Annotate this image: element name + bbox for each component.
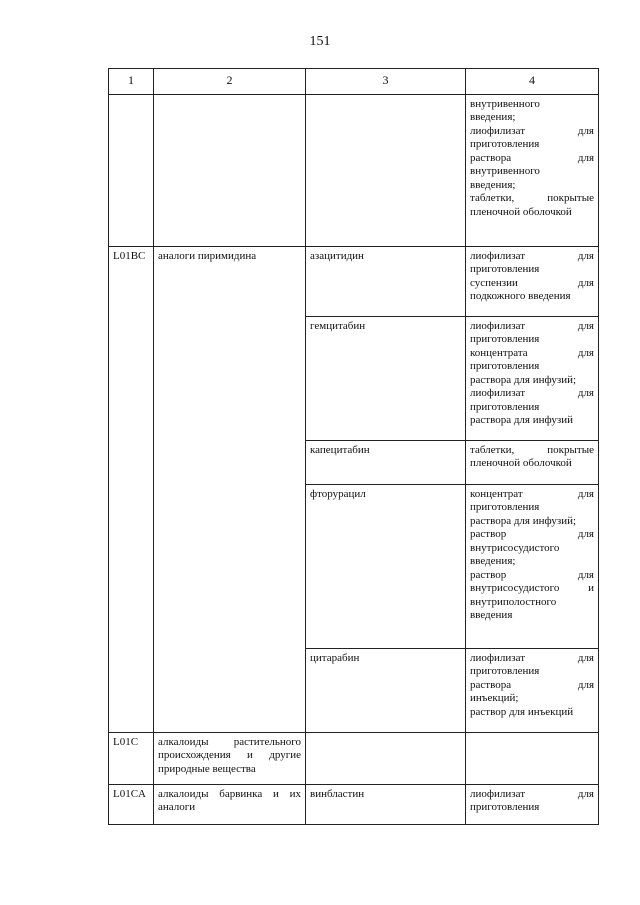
dosage-form-line: введения; — [470, 555, 516, 567]
dosage-form-line: раствора для инфузий; — [470, 514, 577, 527]
drug-name-cell — [306, 732, 466, 784]
dosage-form-line: пленочной оболочкой — [470, 457, 572, 469]
drug-name-cell: гемцитабин — [306, 316, 466, 440]
header-row — [109, 69, 599, 95]
drug-name-cell: фторурацил — [306, 484, 466, 648]
dosage-forms-cell — [466, 94, 599, 246]
dosage-form-line: внутрисосудистого и — [470, 582, 594, 594]
dosage-form-line: таблетки, покрытые — [470, 192, 594, 204]
dosage-form-line: подкожного введения — [470, 290, 571, 302]
group-name-cell: алкалоиды растительного происхождения и другие природные вещества — [154, 732, 306, 784]
table-row — [109, 246, 599, 316]
dosage-forms-cell — [466, 440, 599, 484]
atc-code-cell — [109, 94, 154, 246]
dosage-form-line: введения — [470, 609, 513, 621]
dosage-form-line: введения; — [470, 178, 516, 191]
dosage-form-line: внутриполостного — [470, 595, 557, 608]
drug-name-cell: азацитидин — [306, 246, 466, 316]
dosage-forms-cell — [466, 784, 599, 824]
dosage-forms-cell — [466, 316, 599, 440]
dosage-form-line: таблетки, покрытые — [470, 443, 594, 456]
dosage-form-line: внутривенного — [470, 97, 540, 110]
table-row — [109, 732, 599, 784]
dosage-form-line: приготовления — [470, 138, 540, 150]
header-cell: 2 — [154, 69, 306, 95]
dosage-form-line: раствора для — [470, 151, 594, 164]
dosage-form-line: раствор для — [470, 568, 594, 581]
dosage-form-line: приготовления — [470, 665, 540, 677]
header-cell: 4 — [466, 69, 599, 95]
dosage-forms-cell — [466, 732, 599, 784]
table-body — [109, 94, 599, 824]
dosage-form-line: лиофилизат для — [470, 787, 594, 800]
dosage-form-line: лиофилизат для — [470, 124, 594, 137]
dosage-form-line: лиофилизат для — [470, 387, 594, 399]
dosage-form-line: приготовления — [470, 501, 540, 513]
dosage-form-line: концентрат для — [470, 487, 594, 500]
dosage-form-line: лиофилизат для — [470, 651, 594, 664]
dosage-form-line: лиофилизат для — [470, 319, 594, 332]
dosage-form-line: раствор для — [470, 528, 594, 540]
dosage-form-line: раствора для — [470, 678, 594, 691]
atc-code-cell: L01C — [109, 732, 154, 784]
dosage-form-line: приготовления — [470, 263, 540, 275]
dosage-form-line: раствора для инфузий; — [470, 373, 577, 386]
header-cell: 1 — [109, 69, 154, 95]
dosage-form-line: приготовления — [470, 333, 540, 345]
page-number: 151 — [309, 34, 331, 49]
dosage-forms-cell — [466, 246, 599, 316]
drug-name-cell — [306, 94, 466, 246]
dosage-form-line: пленочной оболочкой — [470, 205, 572, 218]
atc-code-cell: L01CA — [109, 784, 154, 824]
dosage-form-line: приготовления — [470, 400, 540, 413]
dosage-form-line: раствора для инфузий — [470, 414, 573, 426]
drug-name-cell: капецитабин — [306, 440, 466, 484]
dosage-form-line: инъекций; — [470, 692, 519, 704]
dosage-form-line: лиофилизат для — [470, 249, 594, 262]
group-name-cell: аналоги пиримидина — [154, 246, 306, 732]
drug-name-cell: винбластин — [306, 784, 466, 824]
dosage-forms-cell — [466, 484, 599, 648]
drug-table — [108, 68, 599, 825]
dosage-form-line: приготовления — [470, 801, 540, 813]
dosage-forms-cell — [466, 648, 599, 732]
group-name-cell — [154, 94, 306, 246]
table-row — [109, 784, 599, 824]
dosage-form-line: внутривенного — [470, 165, 540, 177]
atc-code-cell: L01BC — [109, 246, 154, 732]
drug-name-cell: цитарабин — [306, 648, 466, 732]
dosage-form-line: введения; — [470, 111, 516, 123]
dosage-form-line: внутрисосудистого — [470, 541, 560, 554]
dosage-form-line: раствор для инъекций — [470, 705, 574, 718]
header-cell: 3 — [306, 69, 466, 95]
table-row — [109, 94, 599, 246]
dosage-form-line: приготовления — [470, 360, 540, 372]
dosage-form-line: суспензии для — [470, 276, 594, 289]
dosage-form-line: концентрата для — [470, 346, 594, 359]
group-name-cell: алкалоиды барвинка и их аналоги — [154, 784, 306, 824]
